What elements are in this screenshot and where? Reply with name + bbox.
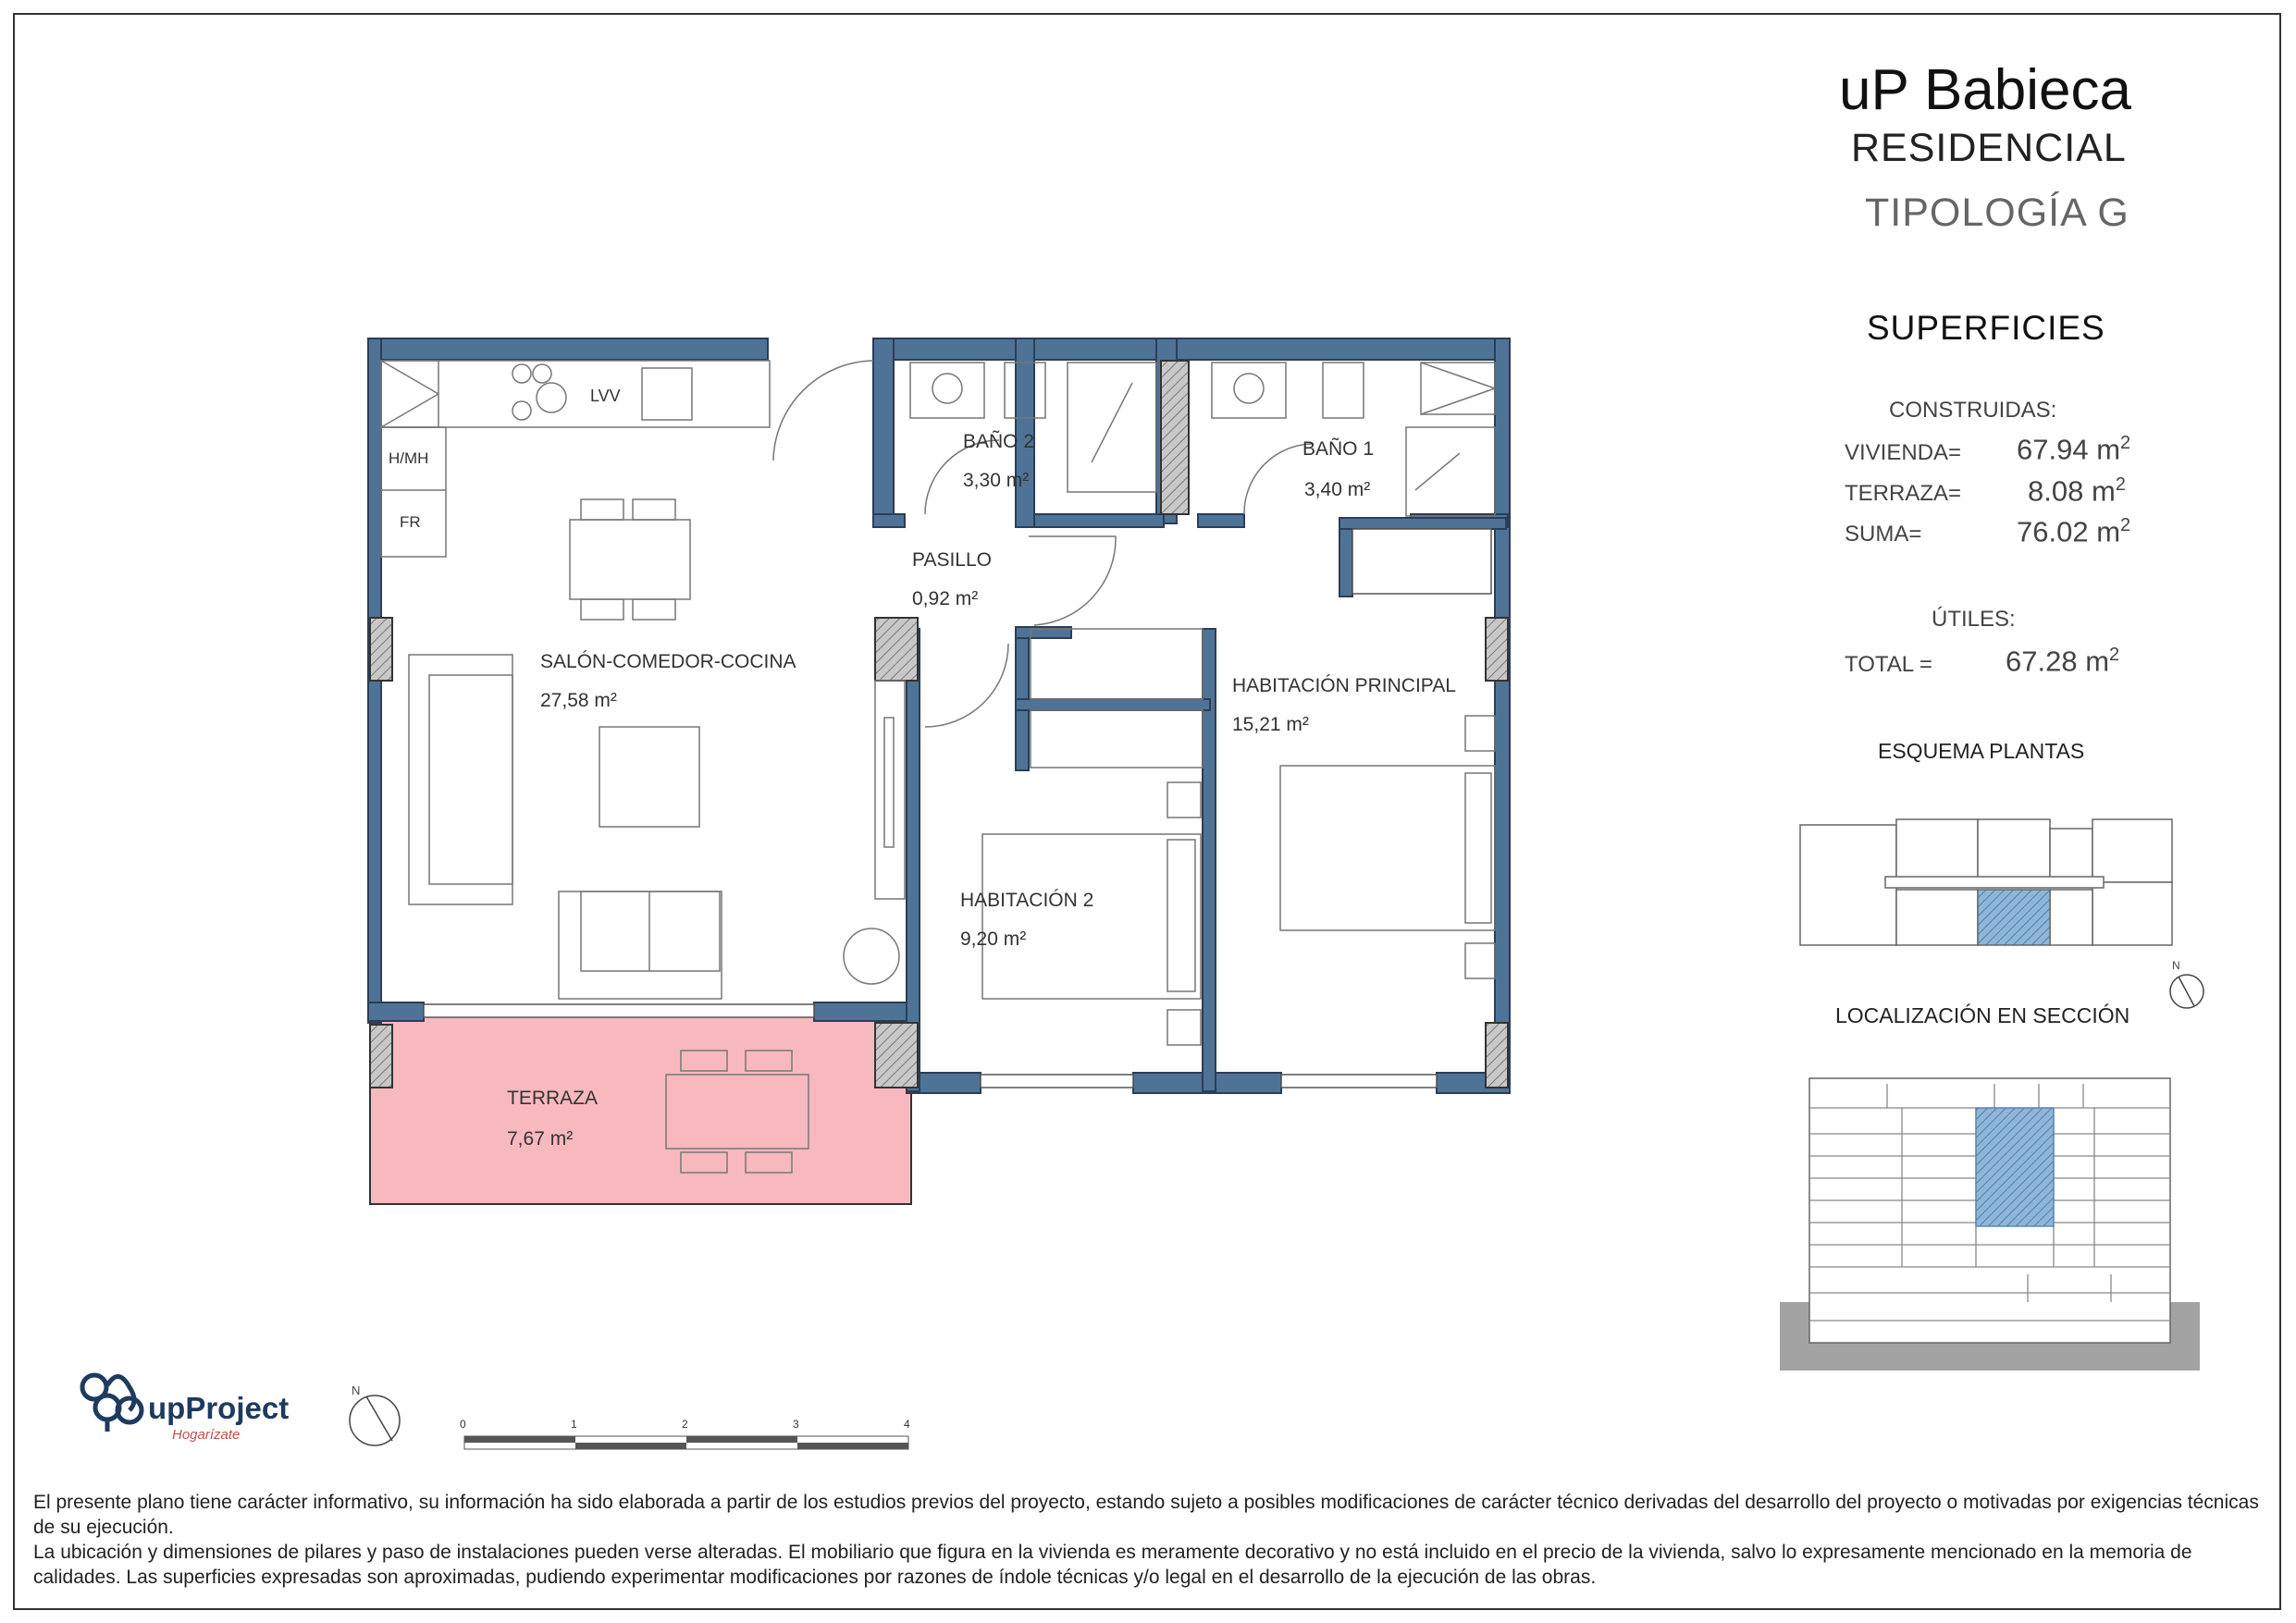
fridge-label: FR (400, 513, 421, 531)
disclaimer-paragraph-1: El presente plano tiene carácter informativo, su información ha sido elaborada a partir de los estudios previos del proyecto, estando sujeto a posibles modificaciones de carácter técnico derivadas del desarrollo del proyecto o motivadas por exigencias técnicas de su ejecución. (33, 1492, 2259, 1538)
room-area-living: 27,58 m² (540, 690, 617, 711)
project-subtitle: RESIDENCIAL (1851, 126, 2127, 170)
room-name-living: SALÓN-COMEDOR-COCINA (540, 651, 796, 672)
room-name-hall: PASILLO (912, 549, 992, 571)
room-name-master: HABITACIÓN PRINCIPAL (1232, 675, 1456, 696)
room-name-bath1: BAÑO 1 (1302, 438, 1375, 460)
scale-tick-3: 3 (793, 1418, 799, 1431)
room-area-master: 15,21 m² (1232, 714, 1309, 735)
scale-bar (464, 1436, 908, 1449)
north-label: N (352, 1383, 361, 1397)
room-area-hall: 0,92 m² (912, 588, 979, 609)
plants-scheme-highlight (1978, 890, 2050, 945)
washer-label: LVV (590, 387, 621, 405)
structural-columns (370, 361, 1508, 1088)
scale-tick-0: 0 (460, 1418, 466, 1431)
room-area-bath1: 3,40 m² (1304, 479, 1371, 500)
windows (424, 529, 1491, 1088)
north-arrow-small (2170, 975, 2203, 1008)
scale-tick-1: 1 (571, 1418, 577, 1431)
built-heading: CONSTRUIDAS: (1889, 398, 2057, 423)
project-name: uP Babieca (1839, 58, 2131, 122)
scale-tick-4: 4 (904, 1418, 910, 1431)
oven-label: H/MH (389, 449, 429, 467)
typology-label: TIPOLOGÍA G (1865, 191, 2129, 235)
room-area-bedroom2: 9,20 m² (960, 928, 1027, 950)
section-highlight (1976, 1108, 2054, 1226)
plants-scheme-heading: ESQUEMA PLANTAS (1878, 739, 2085, 763)
north-arrow (350, 1396, 400, 1445)
useful-total-label: TOTAL = (1845, 652, 1932, 677)
brand-logo (82, 1375, 142, 1432)
north-label-small: N (2172, 959, 2180, 972)
room-area-bath2: 3,30 m² (963, 470, 1030, 491)
built-housing-value: 67.94 $m^2$ (2017, 433, 2131, 466)
useful-heading: ÚTILES: (1932, 607, 2016, 632)
built-housing-label: VIVIENDA= (1845, 440, 1962, 465)
built-terrace-label: TERRAZA= (1845, 481, 1962, 506)
brand-tagline: Hogarízate (172, 1427, 241, 1443)
room-name-bath2: BAÑO 2 (963, 431, 1035, 452)
room-area-terrace: 7,67 m² (507, 1128, 574, 1150)
brand-name: upProject (148, 1391, 290, 1425)
section-location-heading: LOCALIZACIÓN EN SECCIÓN (1835, 1003, 2130, 1027)
built-sum-label: SUMA= (1845, 522, 1922, 547)
plants-scheme (1800, 819, 2172, 945)
section-scheme (1780, 1078, 2200, 1371)
built-sum-value: 76.02 $m^2$ (2017, 515, 2131, 548)
useful-total-value: 67.28 $m^2$ (2006, 645, 2120, 678)
surfaces-heading: SUPERFICIES (1867, 309, 2105, 347)
scale-tick-2: 2 (682, 1418, 688, 1431)
built-terrace-value: 8.08 $m^2$ (2028, 474, 2126, 508)
room-name-bedroom2: HABITACIÓN 2 (960, 890, 1094, 911)
terrace-area (370, 1015, 911, 1204)
room-name-terrace: TERRAZA (507, 1088, 599, 1109)
disclaimer-paragraph-2: La ubicación y dimensiones de pilares y paso de instalaciones pueden verse alteradas. El mobiliario que figura en la vivienda es meramente decorativo y no está incluido en el precio de la vivienda, salvo lo expresamente mencionado en la memoria de calidades. Las superficies expresadas son aproximadas, pudiendo experimentar modificaciones por razones de índole técnicas y/o legal en el desarrollo de la ejecución de las obras. (33, 1542, 2192, 1588)
disclaimer (33, 1490, 2272, 1590)
